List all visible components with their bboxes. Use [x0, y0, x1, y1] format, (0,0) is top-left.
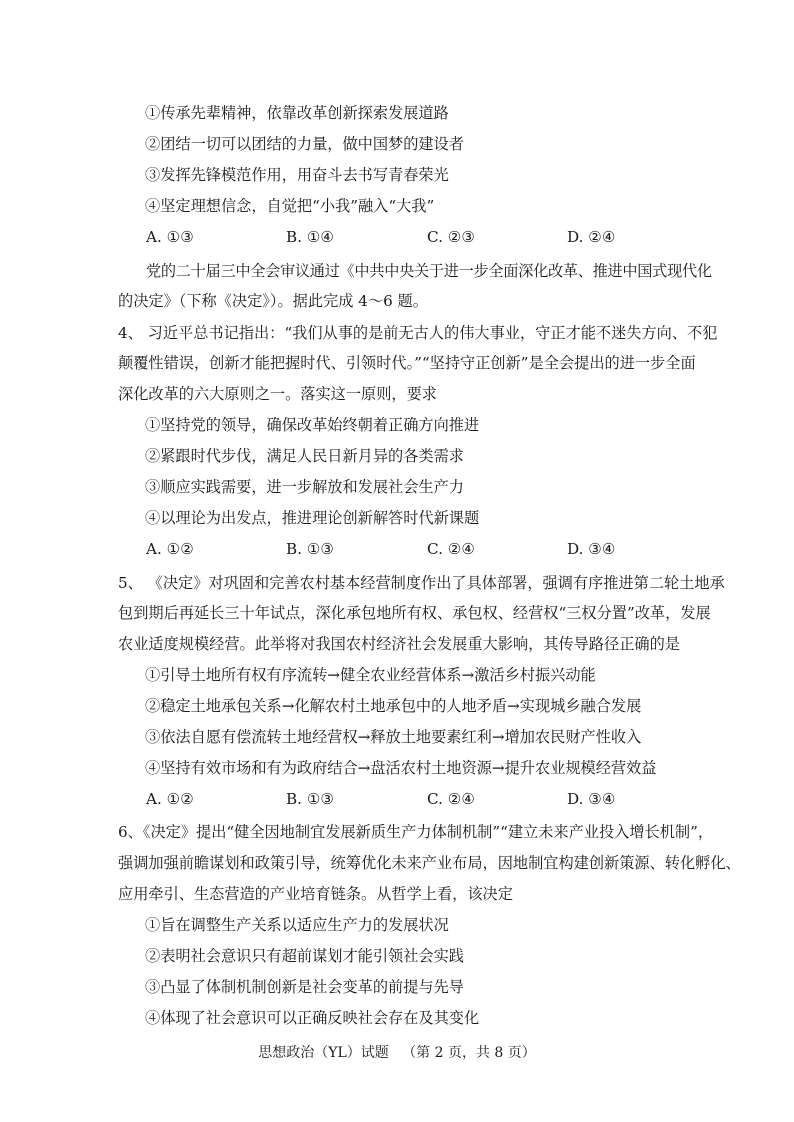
- q3-option-d: D. ②④: [567, 228, 616, 246]
- q6-item-1: ①旨在调整生产关系以适应生产力的发展状况: [145, 916, 449, 934]
- q5-option-b: B. ①③: [286, 790, 335, 808]
- q3-item-2: ②团结一切可以团结的力量，做中国梦的建设者: [145, 135, 464, 153]
- q5-item-2: ②稳定土地承包关系→化解农村土地承包中的人地矛盾→实现城乡融合发展: [145, 697, 642, 715]
- q6-item-2: ②表明社会意识只有超前谋划才能引领社会实践: [145, 947, 464, 965]
- q4-option-c: C. ②④: [427, 540, 475, 558]
- footer-exam-title: 思想政治（YL）试题: [258, 1045, 389, 1061]
- q5-item-4: ④坚持有效市场和有为政府结合→盘活农村土地资源→提升农业规模经营效益: [145, 759, 657, 777]
- q6-stem-line-2: 强调加强前瞻谋划和政策引导，统筹优化未来产业布局，因地制宜构建创新策源、转化孵化、: [118, 854, 741, 872]
- q4-item-3: ③顺应实践需要，进一步解放和发展社会生产力: [145, 478, 464, 496]
- q5-option-c: C. ②④: [427, 790, 475, 808]
- q3-option-a: A. ①③: [146, 228, 194, 246]
- q4-option-a: A. ①②: [146, 540, 194, 558]
- q3-option-c: C. ②③: [427, 228, 475, 246]
- q5-option-a: A. ①②: [146, 790, 194, 808]
- q6-item-3: ③凸显了体制机制创新是社会变革的前提与先导: [145, 978, 464, 996]
- q5-stem-line-2: 包到期后再延长三十年试点，深化承包地所有权、承包权、经营权“三权分置”改革，发展: [118, 604, 711, 622]
- q6-stem-line-3: 应用牵引、生态营造的产业培育链条。从哲学上看，该决定: [118, 885, 513, 903]
- q4-option-d: D. ③④: [567, 540, 616, 558]
- q4-stem-line-2: 颠覆性错误，创新才能把握时代、引领时代。”“坚持守正创新”是全会提出的进一步全面: [118, 354, 696, 372]
- q3-item-1: ①传承先辈精神，依靠改革创新探索发展道路: [145, 104, 449, 122]
- q4-option-b: B. ①③: [286, 540, 335, 558]
- q6-item-4: ④体现了社会意识可以正确反映社会存在及其变化: [145, 1009, 480, 1027]
- q5-item-3: ③依法自愿有偿流转土地经营权→释放土地要素红利→增加农民财产性收入: [145, 728, 642, 746]
- q4-stem-line-3: 深化改革的六大原则之一。落实这一原则，要求: [118, 385, 437, 403]
- q5-options: [0, 790, 794, 808]
- q4-stem-line-1: 4、 习近平总书记指出：“我们从事的是前无古人的伟大事业，守正才能不迷失方向、不犯: [118, 324, 718, 342]
- q6-stem-line-1: 6、《决定》提出“健全因地制宜发展新质生产力体制机制”“建立未来产业投入增长机制”，: [118, 823, 714, 841]
- q5-option-d: D. ③④: [567, 790, 616, 808]
- q3-item-3: ③发挥先锋模范作用，用奋斗去书写青春荣光: [145, 166, 449, 184]
- q4-item-4: ④以理论为出发点，推进理论创新解答时代新课题: [145, 509, 480, 527]
- page-footer: [0, 1044, 794, 1062]
- q4-item-1: ①坚持党的领导，确保改革始终朝着正确方向推进: [145, 416, 480, 434]
- q3-item-4: ④坚定理想信念，自觉把“小我”融入“大我”: [145, 197, 435, 215]
- material-line-2: 的决定》（下称《决定》）。据此完成 4～6 题。: [118, 292, 428, 310]
- q3-option-b: B. ①④: [286, 228, 335, 246]
- q4-item-2: ②紧跟时代步伐，满足人民日新月异的各类需求: [145, 447, 464, 465]
- q3-options: [0, 228, 794, 246]
- q5-stem-line-3: 农业适度规模经营。此举将对我国农村经济社会发展重大影响，其传导路径正确的是: [118, 635, 680, 653]
- q5-item-1: ①引导土地所有权有序流转→健全农业经营体系→激活乡村振兴动能: [145, 666, 596, 684]
- q5-stem-line-1: 5、 《决定》对巩固和完善农村基本经营制度作出了具体部署，强调有序推进第二轮土地承: [118, 574, 725, 592]
- material-line-1: 党的二十届三中全会审议通过《中共中央关于进一步全面深化改革、推进中国式现代化: [146, 262, 712, 280]
- footer-page-number: （第 2 页，共 8 页）: [402, 1045, 536, 1061]
- q4-options: [0, 540, 794, 558]
